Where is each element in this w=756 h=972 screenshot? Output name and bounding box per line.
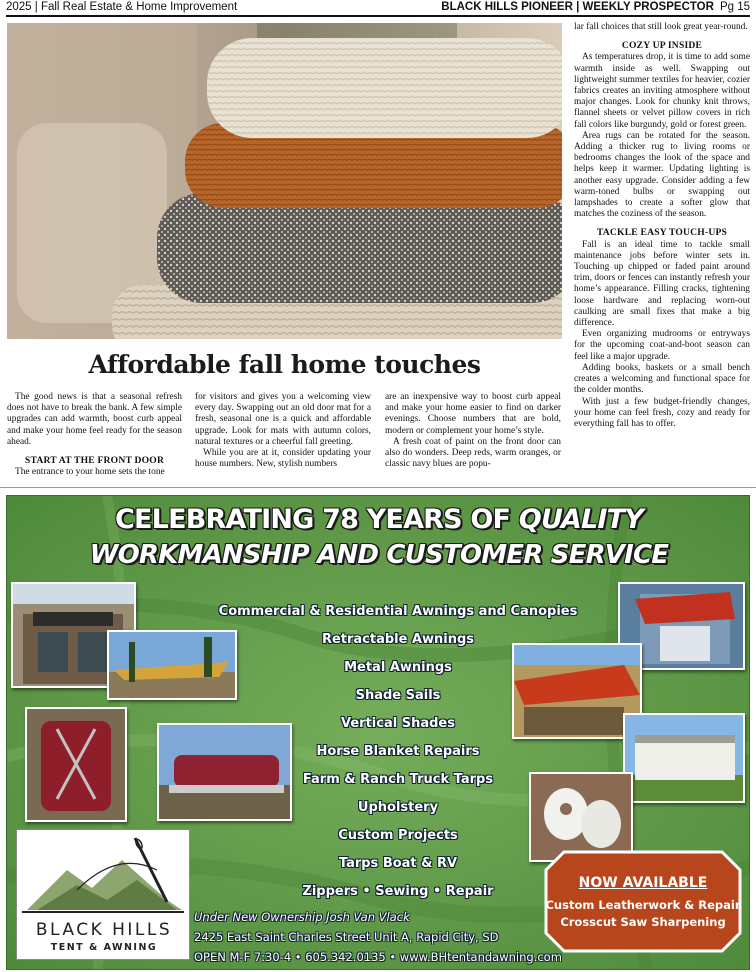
- paragraph: With just a few budget-friendly changes, your home can feel fresh, cozy and ready for everything fall has to offer.: [574, 396, 750, 429]
- service-item: Retractable Awnings: [321, 632, 475, 647]
- badge-line-1: Custom Leatherwork & Repair: [545, 898, 741, 912]
- badge-title: NOW AVAILABLE: [578, 875, 708, 891]
- horse-blanket-photo: [25, 707, 127, 822]
- page-number: Pg 15: [719, 1, 750, 13]
- mountain-needle-icon: [17, 830, 189, 920]
- page-header: [6, 0, 750, 16]
- subhead-cozy: COZY UP INSIDE: [621, 40, 703, 52]
- paragraph: Even organizing mudrooms or entryways for the upcoming coat-and-boot season can feel like a major upgrade.: [574, 329, 750, 362]
- contact-info: [194, 907, 594, 967]
- badge-text: [544, 848, 742, 955]
- paragraph: are an inexpensive way to boost curb appeal and make your home easier to find on darker evenings. Choose numbers that are bold, modern or complement your home’s style.: [385, 392, 561, 436]
- paragraph: As temperatures drop, it is time to add some warmth inside as well. Swapping out lightweight summer textiles for heavier, cozier fabrics creates an inviting atmosphere without major changes. Look for chunky knit throws, flannel sheets or velvet pillow covers in rich fall colors like burgundy, gold or forest green.: [574, 52, 750, 130]
- service-item: Upholstery: [357, 800, 439, 815]
- paragraph: The entrance to your home sets the tone: [15, 467, 165, 478]
- awning-advertisement: [6, 495, 750, 970]
- now-available-badge: [544, 848, 742, 955]
- service-item: Metal Awnings: [344, 660, 452, 675]
- article-column-3: [385, 392, 561, 470]
- service-item: Zippers • Sewing • Repair: [302, 884, 494, 899]
- subhead-touch-ups: TACKLE EASY TOUCH-UPS: [596, 227, 728, 239]
- blankets-photo: [7, 23, 562, 339]
- service-item: Shade Sails: [355, 688, 441, 703]
- section-label: 2025 | Fall Real Estate & Home Improvement: [6, 1, 238, 13]
- ad-headline-emphasis: QUALITY: [518, 504, 643, 535]
- service-item: Horse Blanket Repairs: [316, 744, 480, 759]
- publication-name: [441, 0, 750, 15]
- ad-headline-line2: WORKMANSHIP AND CUSTOMER SERVICE: [89, 540, 669, 570]
- article-headline: Affordable fall home touches: [88, 350, 481, 379]
- paragraph: Area rugs can be rotated for the season. Adding a thicker rug to living rooms or bedrooms changes the look of the space and helps keep it warmer. Updating lighting is another easy upgrade. Consider adding a few warm-toned bulbs or swapping out lampshades to create a softer glow that matches the coziness of the season.: [574, 130, 750, 220]
- service-item: Vertical Shades: [341, 716, 455, 731]
- logo-subtitle: TENT & AWNING: [50, 942, 158, 953]
- service-item: Custom Projects: [338, 828, 458, 843]
- company-logo: [16, 829, 190, 960]
- badge-line-2: Crosscut Saw Sharpening: [560, 915, 726, 929]
- ad-headline-part: CELEBRATING 78 YEARS OF: [115, 504, 519, 535]
- paragraph: lar fall choices that still look great year-round.: [574, 22, 748, 32]
- divider: [0, 487, 756, 488]
- service-item: Tarps Boat & RV: [338, 856, 458, 871]
- article-column-1: [7, 392, 182, 478]
- header-rule: [6, 15, 750, 17]
- article-column-2: [195, 392, 371, 470]
- ad-headline-line1: [7, 504, 750, 535]
- hours-phone-web-line: OPEN M-F 7:30-4 • 605.342.0135 • www.BHtentandawning.com: [194, 950, 562, 964]
- ownership-line: Under New Ownership Josh Van Vlack: [194, 910, 410, 924]
- paragraph: The good news is that a seasonal refresh does not have to break the bank. A few simple upgrades can add warmth, boost curb appeal and make your home feel ready for the season ahead.: [7, 392, 182, 447]
- paragraph: A fresh coat of paint on the front door can also do wonders. Deep reds, warm oranges, or classic navy blues are popu-: [385, 436, 561, 470]
- paragraph: Fall is an ideal time to tackle small maintenance jobs before winter sets in. Touching up chipped or faded paint around trim, doors or fences can instantly refresh your home’s appearance. Filling cracks, tightening loose hardware and replacing worn-out caulking are small fixes that make a big difference.: [574, 239, 750, 329]
- paragraph: While you are at it, consider updating your house numbers. New, stylish numbers: [195, 448, 371, 470]
- service-item: Farm & Ranch Truck Tarps: [302, 772, 494, 787]
- paragraph: for visitors and gives you a welcoming view every day. Swapping out an old door mat for a fresh, seasonal one is a quick and affordable upgrade. Look for mats with autumn colors, natural textures or a cheerful fall greeting.: [195, 392, 371, 447]
- article-column-4: [574, 22, 750, 430]
- services-list: [207, 598, 589, 906]
- paragraph: Adding books, baskets or a small bench creates a welcoming and functional space for the colder months.: [574, 362, 750, 396]
- service-item: Commercial & Residential Awnings and Canopies: [218, 604, 578, 619]
- logo-name: BLACK HILLS: [35, 920, 173, 940]
- subhead-front-door: START AT THE FRONT DOOR: [24, 455, 165, 467]
- address-line: 2425 East Saint Charles Street Unit A, Rapid City, SD: [194, 930, 499, 944]
- porch-awning-photo: [623, 713, 745, 803]
- paper-title: BLACK HILLS PIONEER | WEEKLY PROSPECTOR: [441, 1, 714, 13]
